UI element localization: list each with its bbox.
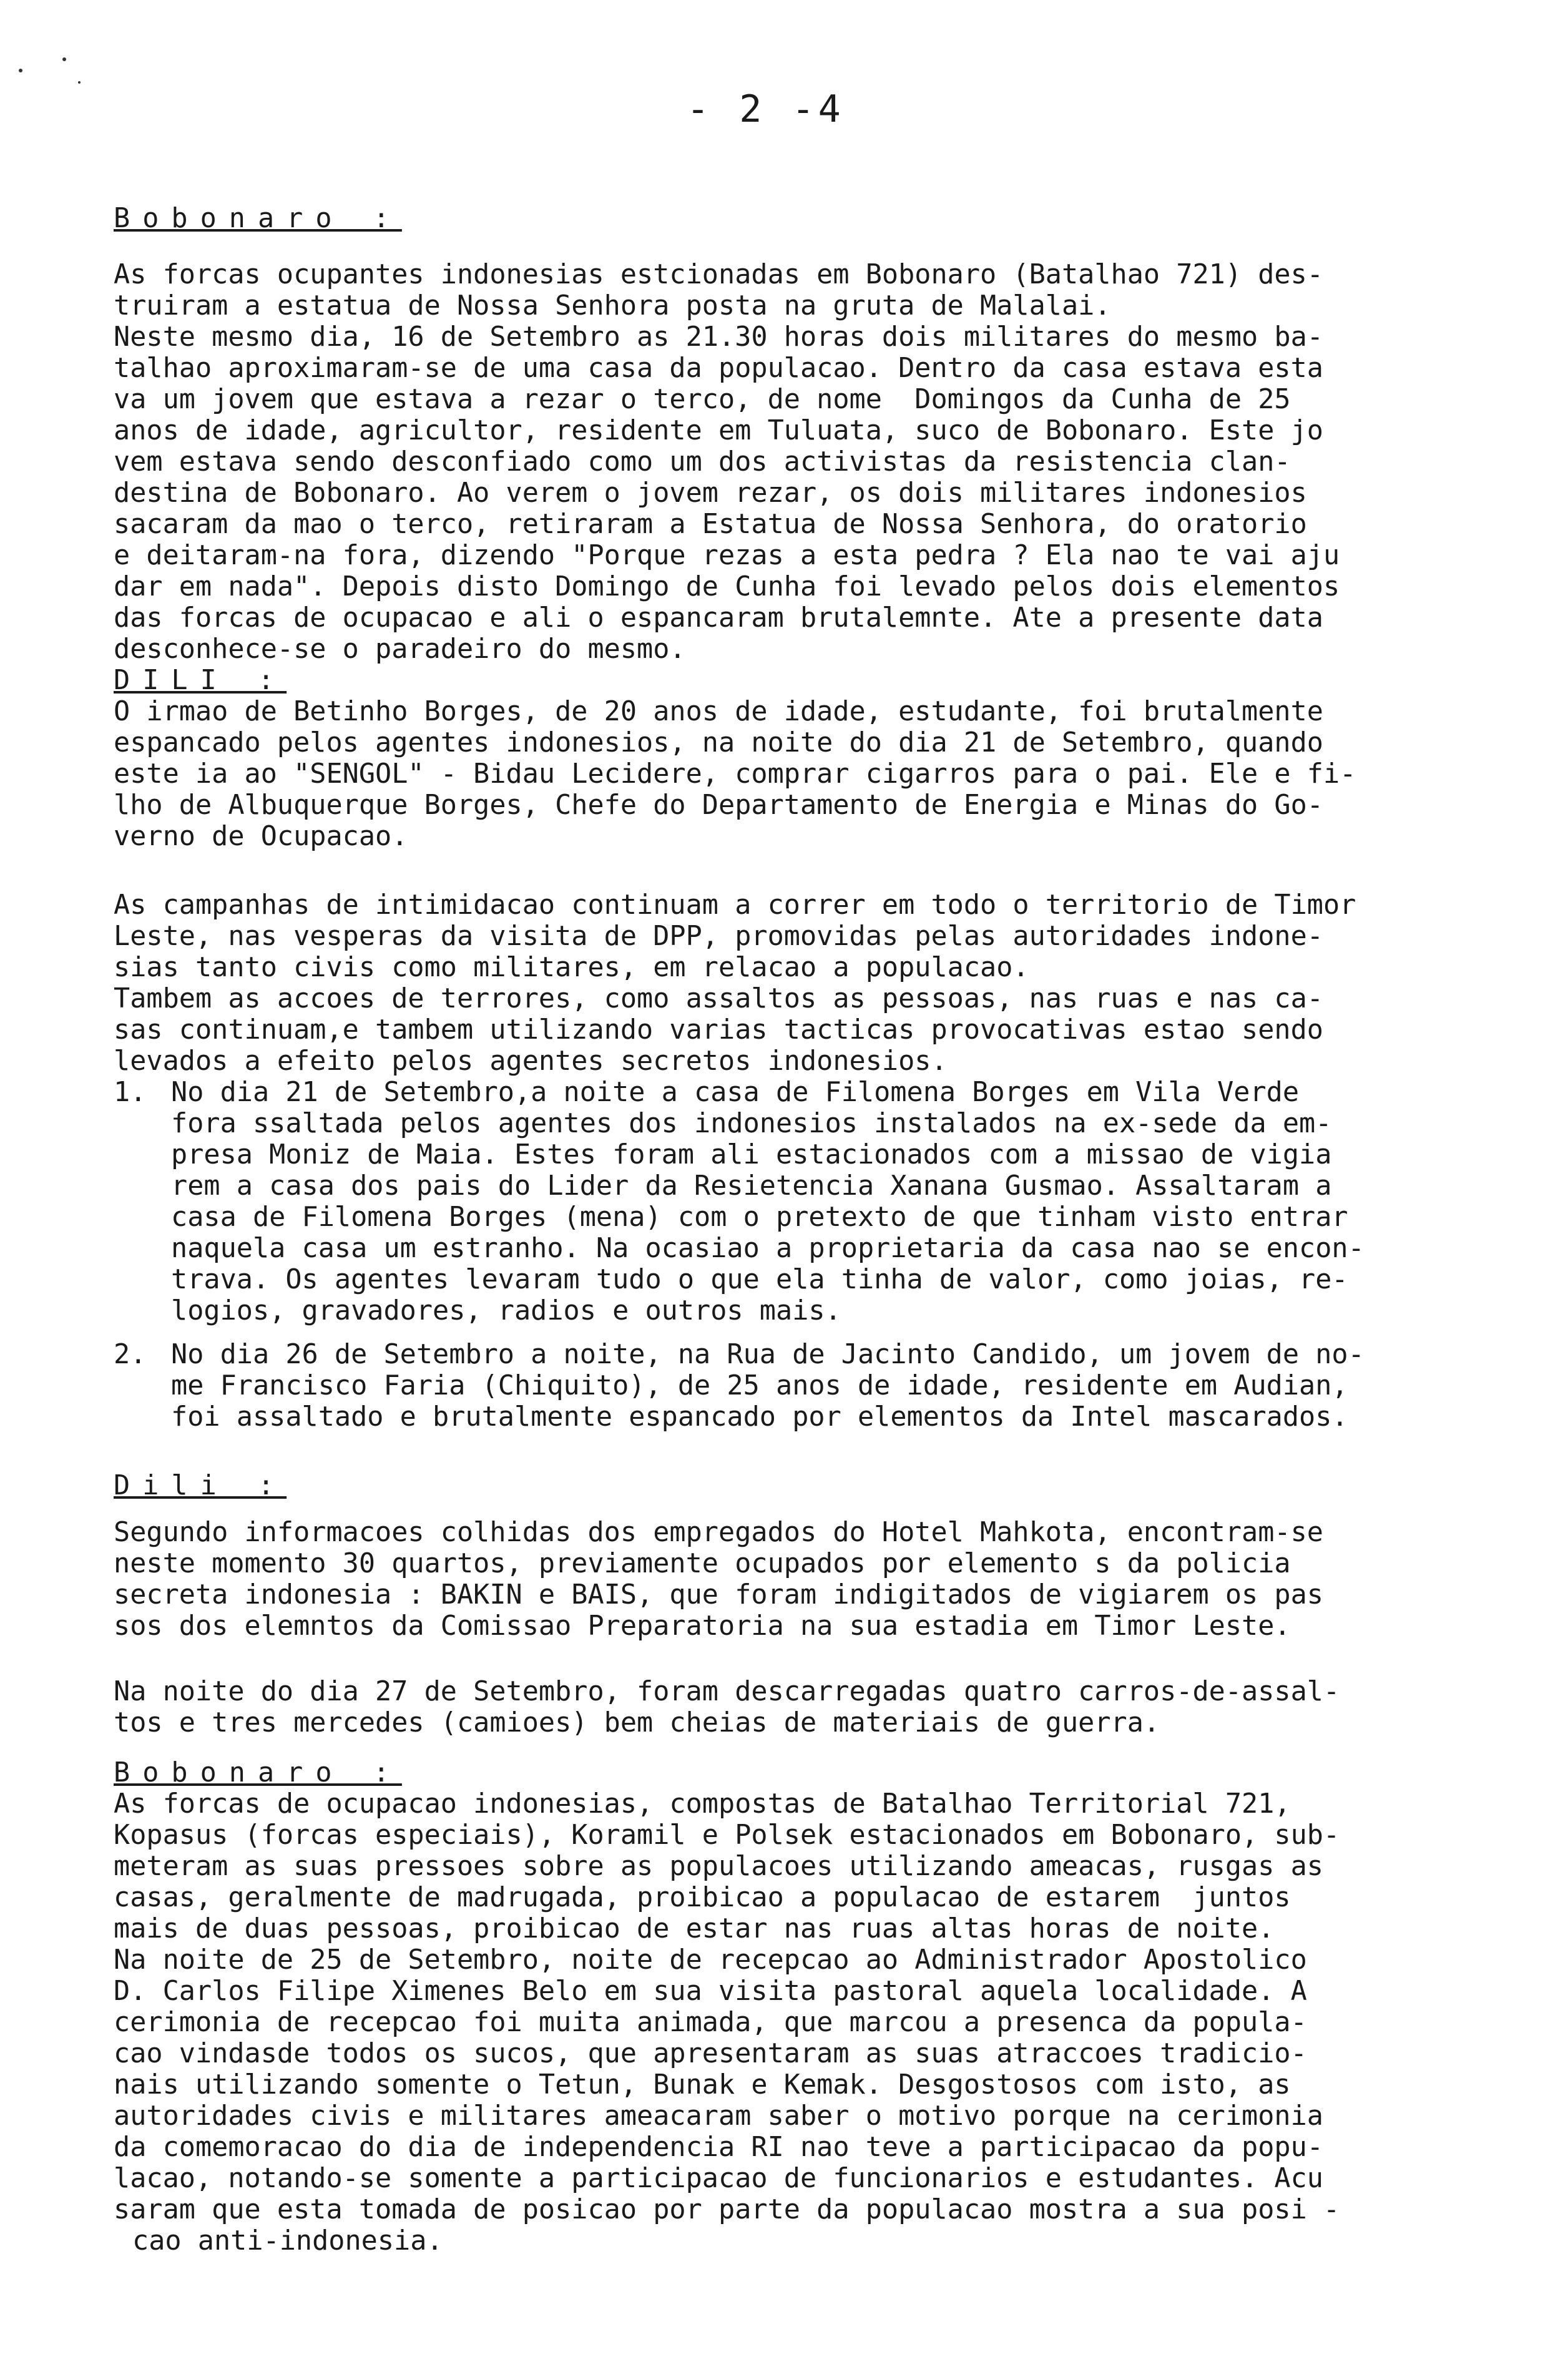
paragraph-line: fora ssaltada pelos agentes dos indonesios instalados na ex-sede da em-: [171, 1108, 1332, 1139]
paragraph-line: talhao aproximaram-se de uma casa da populacao. Dentro da casa estava esta: [114, 353, 1324, 384]
paragraph-line: Kopasus (forcas especiais), Koramil e Polsek estacionados em Bobonaro, sub-: [114, 1820, 1340, 1851]
list-number: 1.: [114, 1077, 147, 1108]
paragraph-line: Segundo informacoes colhidas dos empregados do Hotel Mahkota, encontram-se: [114, 1517, 1324, 1548]
section-heading: Bobonaro :: [114, 203, 402, 234]
section-bobonaro: [114, 203, 1540, 665]
paragraph-line: Na noite de 25 de Setembro, noite de recepcao ao Administrador Apostolico: [114, 1944, 1307, 1976]
section-heading: Dili :: [114, 1470, 287, 1501]
paragraph-line: cao anti-indonesia.: [132, 2225, 443, 2257]
paragraph-line: anos de idade, agricultor, residente em Tuluata, suco de Bobonaro. Este jo: [114, 415, 1324, 446]
paragraph-line: Na noite do dia 27 de Setembro, foram descarregadas quatro carros-de-assal-: [114, 1676, 1340, 1707]
paragraph-line: rem a casa dos pais do Lider da Resietencia Xanana Gusmao. Assaltaram a: [171, 1170, 1332, 1202]
paragraph-line: tos e tres mercedes (camioes) bem cheias de materiais de guerra.: [114, 1707, 1160, 1738]
section-dili-hotel: [114, 1470, 1540, 1642]
paragraph-line: secreta indonesia : BAKIN e BAIS, que foram indigitados de vigiarem os pas: [114, 1579, 1324, 1610]
list-item: [114, 1077, 1540, 1326]
paragraph-line: e deitaram-na fora, dizendo "Porque rezas a esta pedra ? Ela nao te vai aju: [114, 540, 1340, 571]
paragraph-line: das forcas de ocupacao e ali o espancaram brutalemnte. Ate a presente data: [114, 602, 1324, 634]
page-number: - 2 -4: [687, 87, 845, 131]
paragraph-line: Tambem as accoes de terrores, como assaltos as pessoas, nas ruas e nas ca-: [114, 983, 1324, 1014]
paragraph-line: mais de duas pessoas, proibicao de estar nas ruas altas horas de noite.: [114, 1913, 1275, 1944]
paragraph-line: verno de Ocupacao.: [114, 821, 408, 852]
paragraph-line: As campanhas de intimidacao continuam a correr em todo o territorio de Timor: [114, 890, 1356, 921]
paragraph-line: levados a efeito pelos agentes secretos indonesios.: [114, 1046, 948, 1077]
paragraph-line: trava. Os agentes levaram tudo o que ela tinha de valor, como joias, re-: [171, 1264, 1348, 1295]
paragraph-line: cerimonia de recepcao foi muita animada, que marcou a presenca da popula-: [114, 2007, 1307, 2038]
paragraph-line: Neste mesmo dia, 16 de Setembro as 21.30 horas dois militares do mesmo ba-: [114, 321, 1324, 353]
paragraph-line: lho de Albuquerque Borges, Chefe do Departamento de Energia e Minas do Go-: [114, 790, 1324, 821]
paragraph-line: cao vindasde todos os sucos, que apresentaram as suas atraccoes tradicio-: [114, 2038, 1307, 2069]
paragraph-line: As forcas de ocupacao indonesias, compostas de Batalhao Territorial 721,: [114, 1788, 1291, 1820]
paragraph-line: casa de Filomena Borges (mena) com o pretexto de que tinham visto entrar: [171, 1202, 1348, 1233]
paragraph-line: autoridades civis e militares ameacaram saber o motivo porque na cerimonia: [114, 2100, 1324, 2132]
paragraph-line: neste momento 30 quartos, previamente ocupados por elemento s da policia: [114, 1548, 1291, 1579]
scan-speck: [62, 57, 66, 61]
section-heading: Bobonaro :: [114, 1757, 402, 1788]
paragraph-line: desconhece-se o paradeiro do mesmo.: [114, 634, 686, 665]
paragraph-line: va um jovem que estava a rezar o terco, de nome Domingos da Cunha de 25: [114, 384, 1291, 415]
document-body: [114, 203, 1540, 2257]
paragraph-line: Leste, nas vesperas da visita de DPP, promovidas pelas autoridades indone-: [114, 921, 1324, 952]
paragraph-line: foi assaltado e brutalmente espancado por elementos da Intel mascarados.: [171, 1401, 1348, 1433]
paragraph-line: No dia 21 de Setembro,a noite a casa de Filomena Borges em Vila Verde: [171, 1077, 1300, 1108]
scan-speck: [19, 69, 22, 72]
list-item: [114, 1339, 1540, 1433]
paragraph-line: casas, geralmente de madrugada, proibicao a populacao de estarem juntos: [114, 1882, 1291, 1913]
paragraph-line: da comemoracao do dia de independencia RI nao teve a participacao da popu-: [114, 2132, 1324, 2163]
section-heading: DILI :: [114, 665, 287, 696]
paragraph-line: D. Carlos Filipe Ximenes Belo em sua visita pastoral aquela localidade. A: [114, 1976, 1307, 2007]
scan-speck: [78, 81, 81, 84]
section-dili: [114, 665, 1540, 852]
paragraph-line: vem estava sendo desconfiado como um dos activistas da resistencia clan-: [114, 446, 1291, 478]
paragraph-line: As forcas ocupantes indonesias estcionadas em Bobonaro (Batalhao 721) des-: [114, 259, 1324, 290]
section-campaigns: [114, 890, 1540, 1433]
paragraph-line: No dia 26 de Setembro a noite, na Rua de Jacinto Candido, um jovem de no-: [171, 1339, 1365, 1370]
section-night-27: [114, 1676, 1540, 1738]
paragraph-line: meteram as suas pressoes sobre as populacoes utilizando ameacas, rusgas as: [114, 1851, 1324, 1882]
paragraph-line: me Francisco Faria (Chiquito), de 25 anos de idade, residente em Audian,: [171, 1370, 1348, 1401]
section-bobonaro-2: [114, 1757, 1540, 2257]
paragraph-line: este ia ao "SENGOL" - Bidau Lecidere, comprar cigarros para o pai. Ele e fi-: [114, 758, 1356, 790]
paragraph-line: sos dos elemntos da Comissao Preparatoria na sua estadia em Timor Leste.: [114, 1610, 1291, 1642]
paragraph-line: saram que esta tomada de posicao por parte da populacao mostra a sua posi -: [114, 2194, 1340, 2225]
paragraph-line: dar em nada". Depois disto Domingo de Cunha foi levado pelos dois elementos: [114, 571, 1340, 602]
paragraph-line: lacao, notando-se somente a participacao de funcionarios e estudantes. Acu: [114, 2163, 1324, 2194]
paragraph-line: sas continuam,e tambem utilizando varias tacticas provocativas estao sendo: [114, 1014, 1324, 1046]
paragraph-line: nais utilizando somente o Tetun, Bunak e Kemak. Desgostosos com isto, as: [114, 2069, 1291, 2100]
paragraph-line: destina de Bobonaro. Ao verem o jovem rezar, os dois militares indonesios: [114, 478, 1307, 509]
paragraph-line: logios, gravadores, radios e outros mais.: [171, 1295, 841, 1326]
paragraph-line: sacaram da mao o terco, retiraram a Estatua de Nossa Senhora, do oratorio: [114, 509, 1307, 540]
list-number: 2.: [114, 1339, 147, 1370]
paragraph-line: naquela casa um estranho. Na ocasiao a proprietaria da casa nao se encon-: [171, 1233, 1365, 1264]
paragraph-line: presa Moniz de Maia. Estes foram ali estacionados com a missao de vigia: [171, 1139, 1332, 1170]
paragraph-line: sias tanto civis como militares, em relacao a populacao.: [114, 952, 1029, 983]
paragraph-line: O irmao de Betinho Borges, de 20 anos de idade, estudante, foi brutalmente: [114, 696, 1324, 727]
paragraph-line: espancado pelos agentes indonesios, na noite do dia 21 de Setembro, quando: [114, 727, 1324, 758]
paragraph-line: truiram a estatua de Nossa Senhora posta na gruta de Malalai.: [114, 290, 1111, 321]
